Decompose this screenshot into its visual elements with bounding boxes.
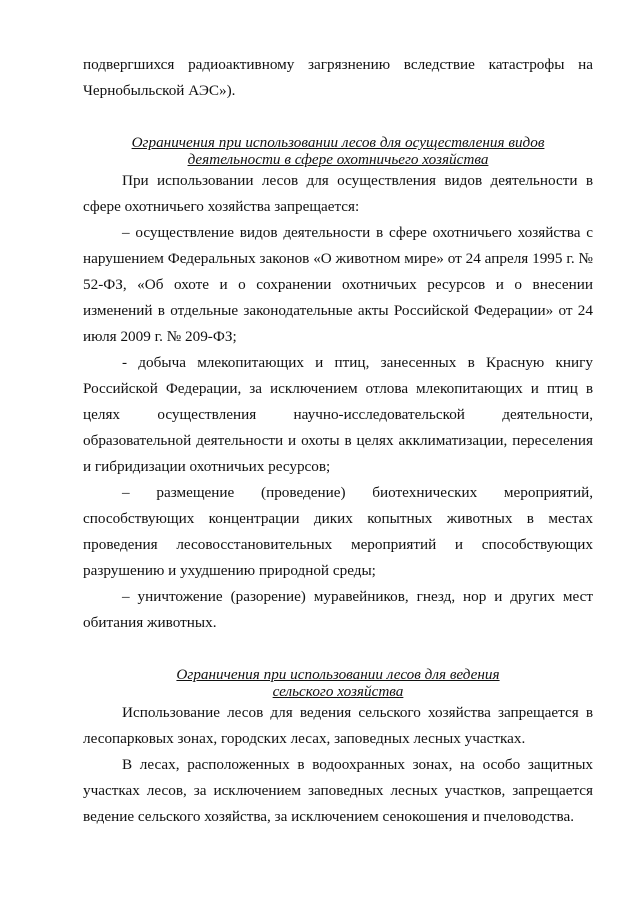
section-heading-agriculture (83, 666, 593, 700)
section-heading-hunting (83, 134, 593, 168)
section-heading-line: Ограничения при использовании лесов для ведения (176, 666, 500, 683)
section-heading-line: деятельности в сфере охотничьего хозяйства (187, 151, 489, 168)
intro-continuation: подвергшихся радиоактивному загрязнению вследствие катастрофы на Чернобыльской АЭС»). (83, 56, 593, 99)
agriculture-paragraph: В лесах, расположенных в водоохранных зонах, на особо защитных участках лесов, за исключением заповедных лесных участков, запрещается ведение сельского хозяйства, за исключением сенокошения и пчеловодства. (83, 756, 593, 825)
hunting-lead: При использовании лесов для осуществления видов деятельности в сфере охотничьего хозяйства запрещается: (83, 172, 593, 215)
hunting-item: – уничтожение (разорение) муравейников, гнезд, нор и других мест обитания животных. (83, 588, 593, 631)
hunting-item: – размещение (проведение) биотехнических мероприятий, способствующих концентрации диких копытных животных в местах проведения лесовосстановительных мероприятий и способствующих разрушению и ухудшению природной среды; (83, 484, 593, 579)
hunting-item: – осуществление видов деятельности в сфере охотничьего хозяйства с нарушением Федеральных законов «О животном мире» от 24 апреля 1995 г. № 52-ФЗ, «Об охоте и о сохранении охотничьих ресурсов и о внесении изменений в отдельные законодательные акты Российской Федерации» от 24 июля 2009 г. № 209-ФЗ; (83, 224, 593, 345)
section-heading-line: сельского хозяйства (272, 683, 404, 700)
document-page (83, 52, 593, 830)
agriculture-paragraph: Использование лесов для ведения сельского хозяйства запрещается в лесопарковых зонах, городских лесах, заповедных лесных участках. (83, 704, 593, 747)
hunting-item: - добыча млекопитающих и птиц, занесенных в Красную книгу Российской Федерации, за исключением отлова млекопитающих и птиц в целях осуществления научно-исследовательской деятельности, образовательной деятельности и охоты в целях акклиматизации, переселения и гибридизации охотничьих ресурсов; (83, 354, 593, 475)
section-heading-line: Ограничения при использовании лесов для осуществления видов (131, 134, 545, 151)
